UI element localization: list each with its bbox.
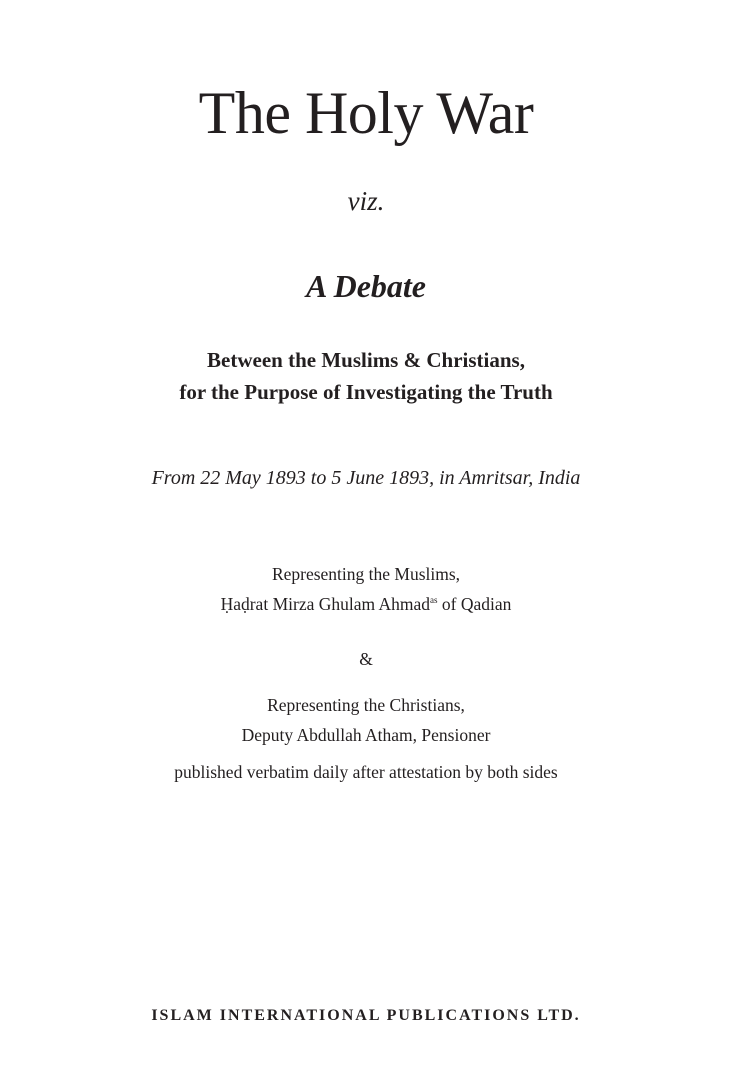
description-line-1: Between the Muslims & Christians, bbox=[207, 348, 525, 372]
book-title: The Holy War bbox=[198, 80, 534, 146]
muslims-representative bbox=[0, 591, 732, 617]
viz-text: viz. bbox=[347, 186, 385, 216]
ampersand: & bbox=[359, 649, 373, 669]
honorific-superscript: as bbox=[430, 595, 438, 605]
christians-representative: Deputy Abdullah Atham, Pensioner bbox=[241, 725, 491, 745]
description-line-2: for the Purpose of Investigating the Truth bbox=[179, 380, 553, 404]
muslims-representative-name: Ḥaḍrat Mirza Ghulam Ahmad bbox=[220, 594, 431, 614]
muslims-label: Representing the Muslims, bbox=[271, 564, 461, 584]
book-subtitle: A Debate bbox=[306, 268, 426, 304]
muslims-representative-place: of Qadian bbox=[437, 594, 512, 614]
date-place: From 22 May 1893 to 5 June 1893, in Amritsar, India bbox=[151, 467, 581, 489]
christians-label: Representing the Christians, bbox=[267, 695, 465, 715]
publisher-name: ISLAM INTERNATIONAL PUBLICATIONS LTD. bbox=[151, 1007, 581, 1024]
publication-note: published verbatim daily after attestation by both sides bbox=[174, 762, 558, 782]
